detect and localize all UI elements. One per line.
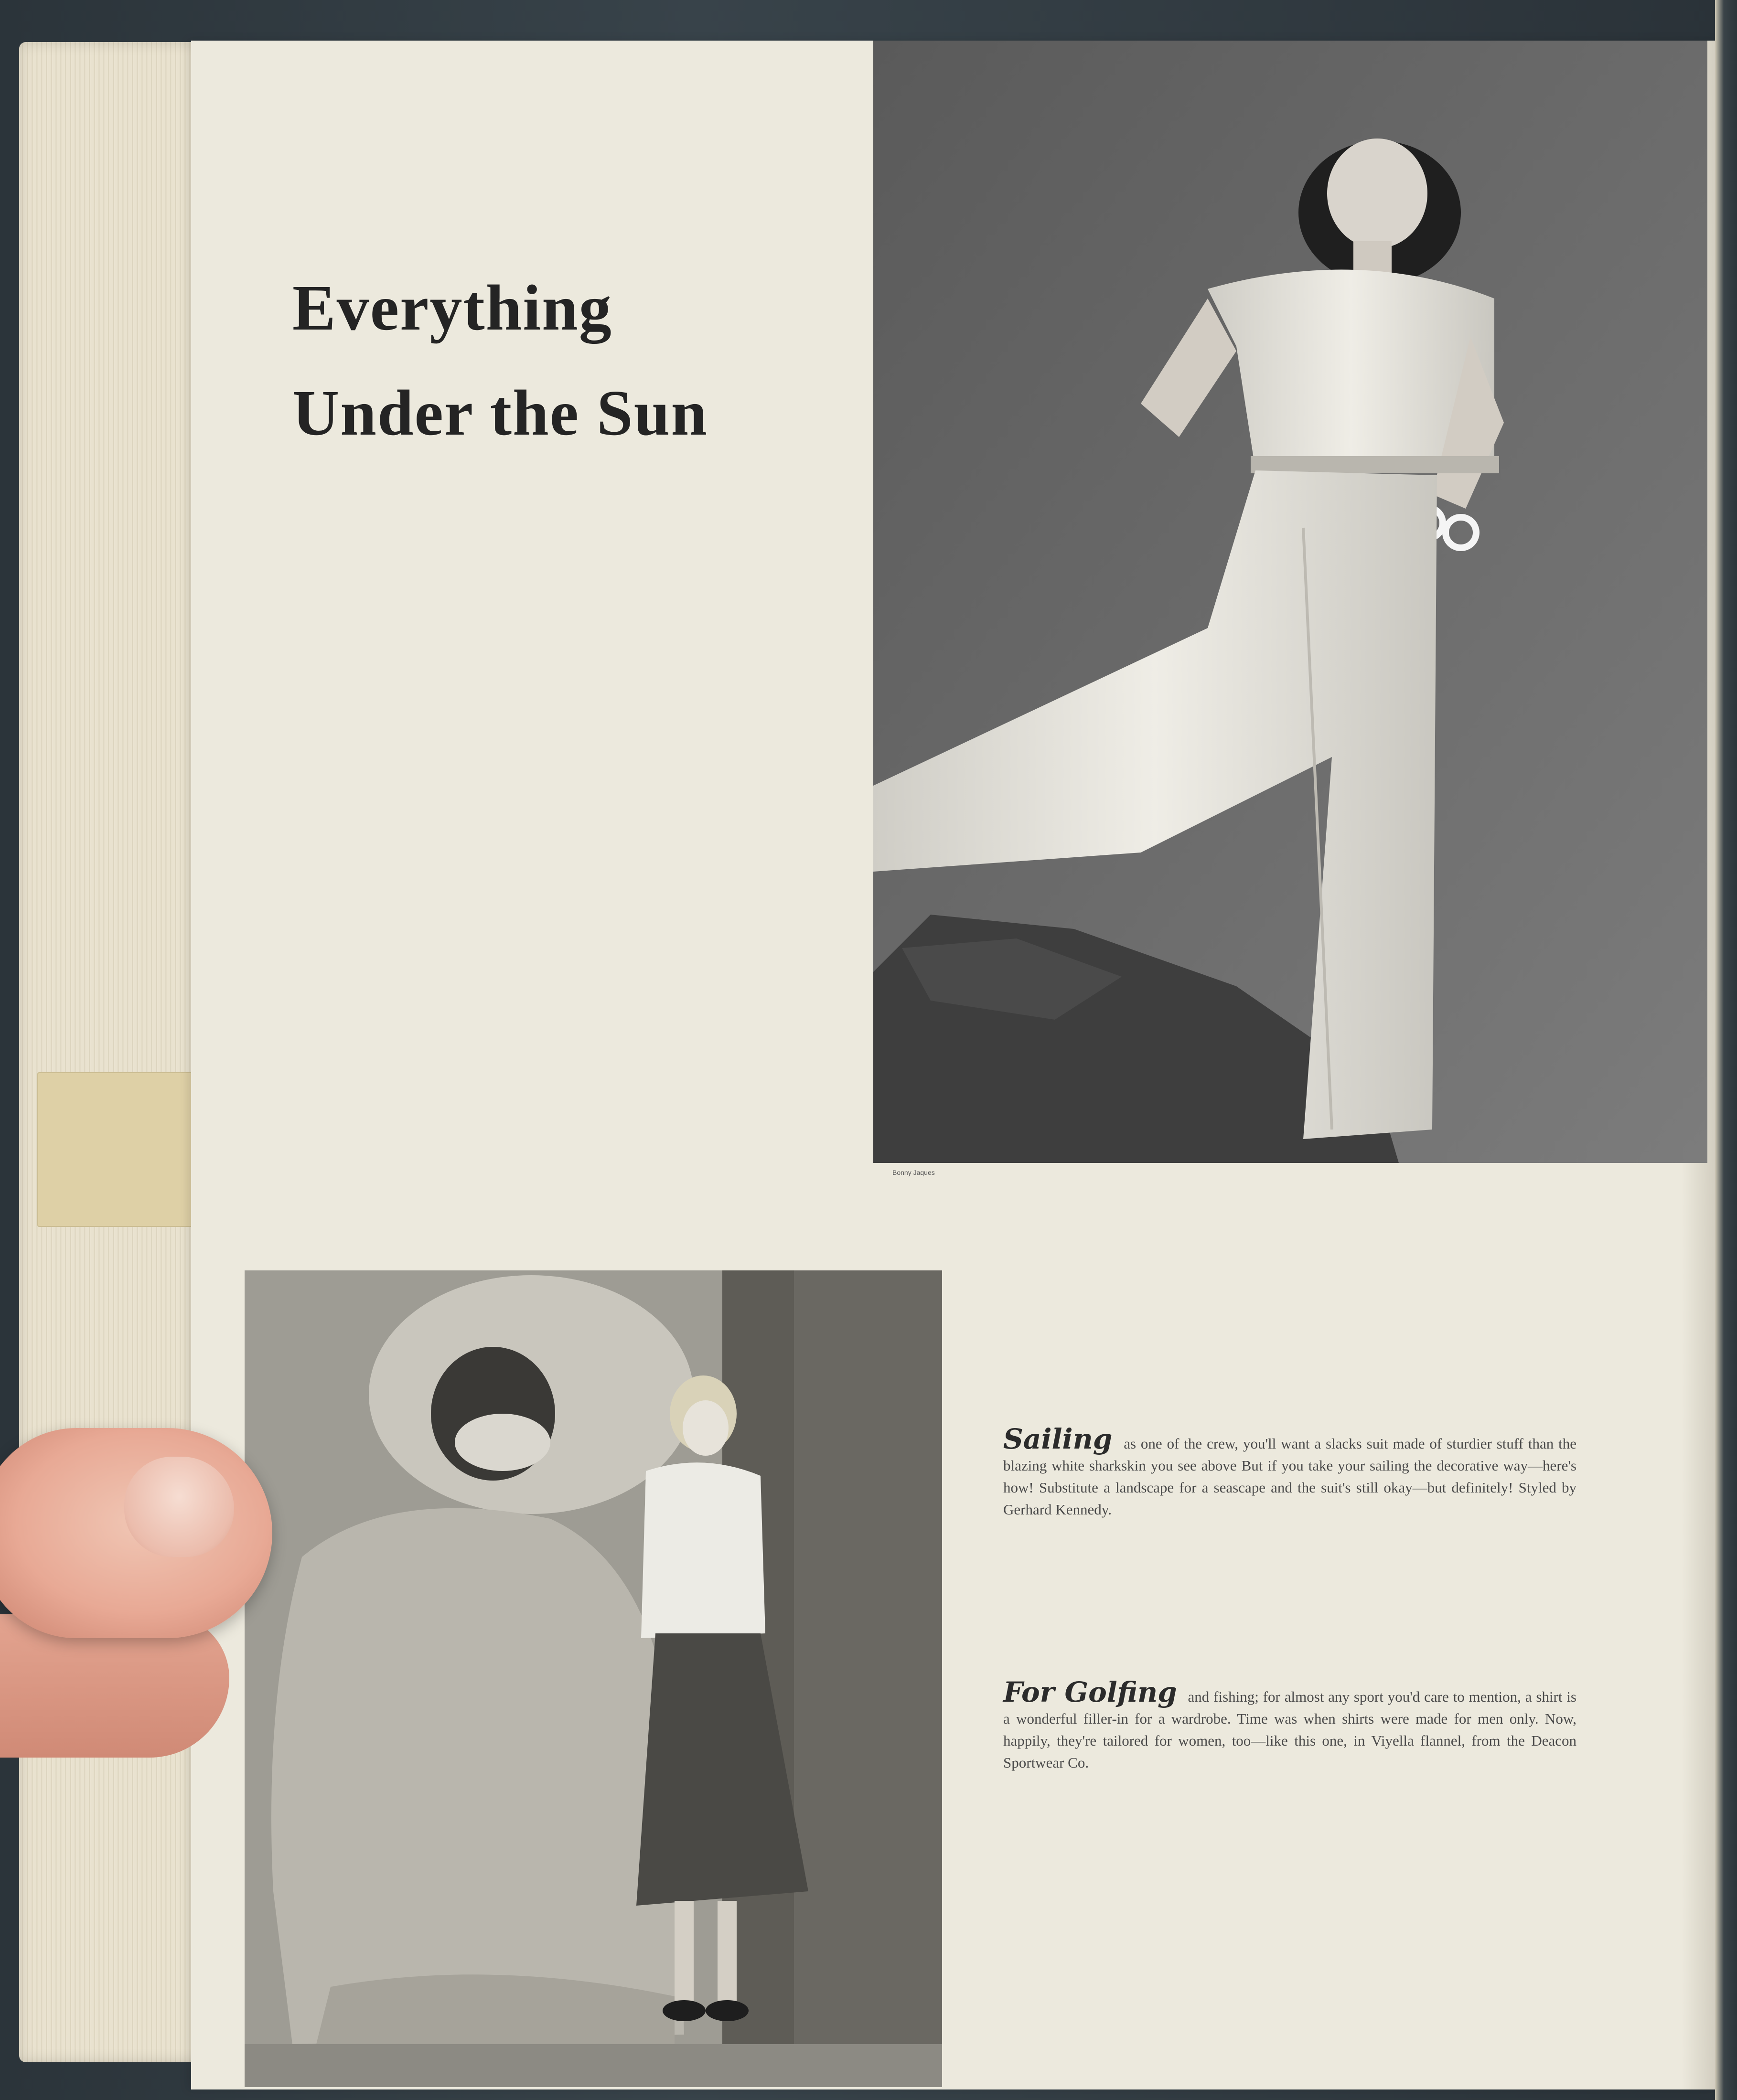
thumbnail-nail — [124, 1457, 234, 1557]
golfing-body: and fishing; for almost any sport you'd care to mention, a shirt is a wonderful filler-in for a wardrobe. Time was when shirts were made for men only. Now, happily, they're tailored for women, too—like this one, in Viyella flannel, from the Deacon Sportwear Co. — [1003, 1688, 1577, 1771]
sailing-caption — [1003, 1423, 1577, 1521]
title-line-1: Everything — [292, 272, 612, 344]
page-title — [292, 256, 866, 466]
golfing-lead: For Golfing — [1003, 1676, 1177, 1708]
photo-woman-slacks-suit — [873, 41, 1707, 1163]
slacks-suit-illustration — [873, 41, 1707, 1163]
photo-credit: Bonny Jaques — [892, 1169, 935, 1176]
thumb — [0, 1428, 272, 1638]
sailing-lead: Sailing — [1003, 1423, 1113, 1455]
stone-lion-illustration — [245, 1270, 942, 2087]
sailing-body: as one of the crew, you'll want a slacks suit made of sturdier stuff than the blazing white sharkskin you see above But if you take your sailing the decorative way—here's how! Substitute a landscape for a seascape and the suit's still okay—but definitely! Styled by Gerhard Kennedy. — [1003, 1435, 1577, 1518]
title-line-2: Under the Sun — [292, 377, 708, 449]
golfing-caption — [1003, 1676, 1577, 1774]
binding-edge — [1715, 0, 1737, 2100]
photo-woman-stone-lion — [245, 1270, 942, 2087]
